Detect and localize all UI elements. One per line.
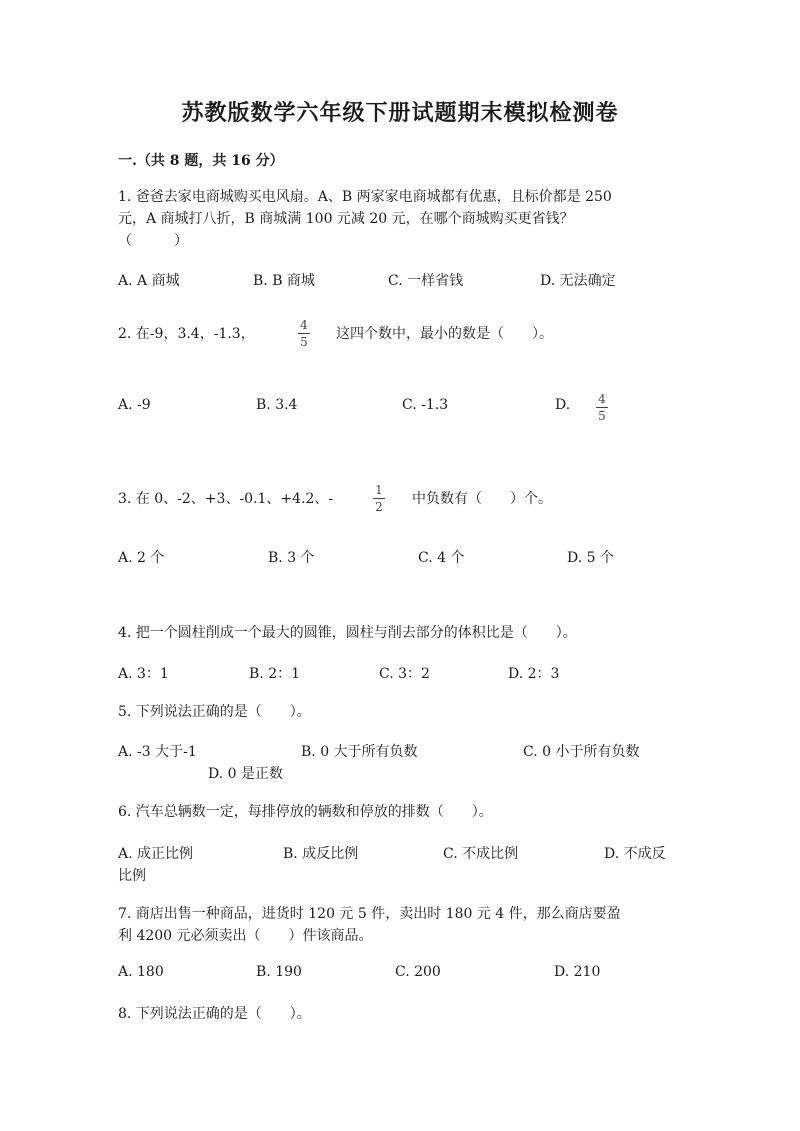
- fraction: [373, 483, 385, 514]
- question-2-stem-start: 2. 在-9，3.4，-1.3，: [118, 326, 255, 342]
- option-c[interactable]: C. 4 个: [418, 550, 465, 566]
- option-d[interactable]: D. 0 是正数: [208, 766, 283, 782]
- option-d-fraction: [596, 392, 608, 423]
- option-b[interactable]: B. 190: [256, 964, 302, 980]
- option-d[interactable]: D. 无法确定: [540, 273, 616, 289]
- option-d[interactable]: D.: [555, 397, 571, 413]
- option-c[interactable]: C. 3：2: [379, 666, 430, 682]
- fraction-numerator: 4: [300, 318, 308, 332]
- section-heading: 一.（共 8 题，共 16 分）: [118, 153, 284, 169]
- question-7-line-2: 利 4200 元必须卖出（ ）件该商品。: [118, 928, 373, 944]
- option-b[interactable]: B. B 商城: [253, 273, 315, 289]
- option-b[interactable]: B. 0 大于所有负数: [301, 744, 418, 760]
- option-d[interactable]: D. 2：3: [508, 666, 560, 682]
- option-b[interactable]: B. 2：1: [249, 666, 301, 682]
- question-6-stem: 6. 汽车总辆数一定，每排停放的辆数和停放的排数（ ）。: [118, 804, 493, 820]
- question-7-line-1: 7. 商店出售一种商品，进货时 120 元 5 件，卖出时 180 元 4 件，那么商店要盈: [118, 906, 621, 922]
- option-c[interactable]: C. 一样省钱: [388, 273, 464, 289]
- fraction-numerator: 4: [598, 392, 606, 406]
- fraction-denominator: 5: [300, 335, 308, 349]
- option-a[interactable]: A. -3 大于-1: [118, 744, 197, 760]
- option-c[interactable]: C. 0 小于所有负数: [523, 744, 640, 760]
- option-c[interactable]: C. -1.3: [402, 397, 449, 413]
- option-a[interactable]: A. 180: [118, 964, 164, 980]
- question-1-answer-blank: （ ）: [118, 233, 188, 249]
- question-4-stem: 4. 把一个圆柱削成一个最大的圆锥，圆柱与削去部分的体积比是（ ）。: [118, 625, 577, 641]
- question-3-stem-start: 3. 在 0、-2、+3、-0.1、+4.2、-: [118, 491, 334, 507]
- fraction-denominator: 5: [598, 409, 606, 423]
- question-3-stem-end: 中负数有（ ）个。: [412, 491, 552, 507]
- option-b[interactable]: B. 成反比例: [283, 846, 359, 862]
- fraction-bar: [373, 498, 385, 499]
- question-5-stem: 5. 下列说法正确的是（ ）。: [118, 704, 311, 720]
- option-b[interactable]: B. 3 个: [268, 550, 315, 566]
- option-d[interactable]: D. 不成反: [604, 846, 666, 862]
- option-a[interactable]: A. 2 个: [118, 550, 165, 566]
- option-c[interactable]: C. 200: [395, 964, 441, 980]
- fraction-bar: [298, 333, 310, 334]
- question-1-line-2: 元，A 商城打八折，B 商城满 100 元减 20 元，在哪个商城购买更省钱？: [118, 211, 574, 227]
- option-d[interactable]: D. 210: [554, 964, 601, 980]
- fraction-bar: [596, 407, 608, 408]
- option-c[interactable]: C. 不成比例: [443, 846, 519, 862]
- fraction-numerator: 1: [375, 483, 383, 497]
- option-a[interactable]: A. A 商城: [118, 273, 180, 289]
- question-8-stem: 8. 下列说法正确的是（ ）。: [118, 1006, 311, 1022]
- question-1-line-1: 1. 爸爸去家电商城购买电风扇。A、B 两家家电商城都有优惠，且标价都是 250: [118, 189, 612, 205]
- question-2-stem-end: 这四个数中，最小的数是（ ）。: [336, 326, 553, 342]
- option-a[interactable]: A. 3：1: [118, 666, 169, 682]
- option-a[interactable]: A. -9: [118, 397, 151, 413]
- option-a[interactable]: A. 成正比例: [118, 846, 194, 862]
- page-title: 苏教版数学六年级下册试题期末模拟检测卷: [181, 100, 619, 126]
- fraction-denominator: 2: [375, 500, 383, 514]
- option-d-wrap[interactable]: 比例: [118, 868, 146, 884]
- option-b[interactable]: B. 3.4: [256, 397, 298, 413]
- option-d[interactable]: D. 5 个: [567, 550, 614, 566]
- fraction: [298, 318, 310, 349]
